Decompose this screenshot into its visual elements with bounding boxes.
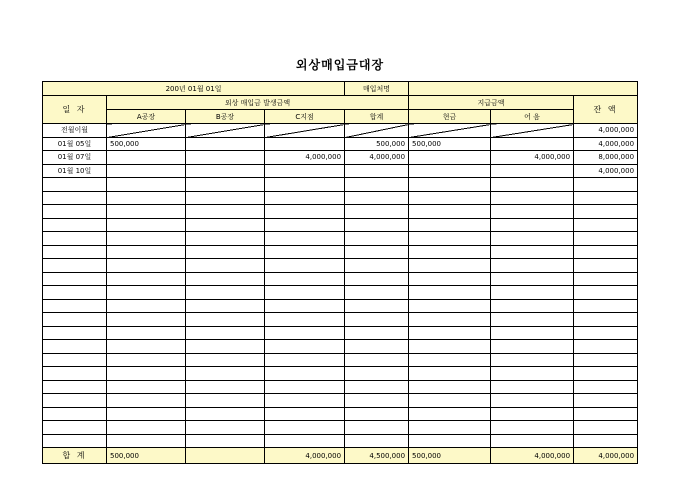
col-branch-c: C지점 (265, 110, 345, 124)
empty-cell[interactable] (186, 178, 265, 192)
row-note[interactable] (491, 137, 574, 151)
empty-cell[interactable] (186, 205, 265, 219)
empty-cell[interactable] (409, 232, 491, 246)
row-cash[interactable] (409, 124, 491, 138)
empty-cell[interactable] (574, 178, 638, 192)
empty-ledger-row (43, 272, 638, 286)
total-note: 4,000,000 (491, 448, 574, 464)
empty-cell[interactable] (409, 259, 491, 273)
empty-ledger-row (43, 205, 638, 219)
empty-cell[interactable] (107, 245, 186, 259)
total-balance: 4,000,000 (574, 448, 638, 464)
empty-cell[interactable] (409, 205, 491, 219)
empty-cell[interactable] (574, 272, 638, 286)
empty-cell[interactable] (345, 434, 409, 448)
empty-cell[interactable] (574, 407, 638, 421)
empty-cell[interactable] (574, 380, 638, 394)
empty-cell[interactable] (43, 313, 107, 327)
empty-cell[interactable] (265, 313, 345, 327)
empty-cell[interactable] (43, 218, 107, 232)
column-sub-row (43, 110, 638, 124)
ledger-title: 외상매입금대장 (295, 58, 385, 72)
row-note[interactable]: 4,000,000 (491, 151, 574, 165)
empty-cell[interactable] (345, 286, 409, 300)
empty-cell[interactable] (107, 394, 186, 408)
empty-ledger-row (43, 434, 638, 448)
ledger-table (42, 81, 638, 464)
ledger-row (43, 151, 638, 165)
empty-cell[interactable] (107, 367, 186, 381)
empty-cell[interactable] (491, 218, 574, 232)
empty-cell[interactable] (491, 340, 574, 354)
empty-ledger-row (43, 326, 638, 340)
empty-cell[interactable] (107, 421, 186, 435)
col-subtotal: 합계 (345, 110, 409, 124)
empty-cell[interactable] (186, 259, 265, 273)
empty-ledger-row (43, 178, 638, 192)
empty-cell[interactable] (43, 367, 107, 381)
col-incurred-group: 외상 매입금 발생금액 (107, 96, 409, 110)
empty-cell[interactable] (491, 394, 574, 408)
empty-cell[interactable] (265, 353, 345, 367)
empty-cell[interactable] (574, 191, 638, 205)
empty-cell[interactable] (574, 434, 638, 448)
row-note[interactable] (491, 124, 574, 138)
row-subtotal[interactable]: 4,000,000 (345, 151, 409, 165)
row-subtotal[interactable] (345, 124, 409, 138)
empty-cell[interactable] (186, 394, 265, 408)
empty-cell[interactable] (265, 232, 345, 246)
empty-cell[interactable] (107, 340, 186, 354)
empty-cell[interactable] (345, 326, 409, 340)
empty-cell[interactable] (43, 272, 107, 286)
row-factory-a[interactable] (107, 151, 186, 165)
empty-cell[interactable] (186, 245, 265, 259)
row-factory-b[interactable] (186, 137, 265, 151)
empty-cell[interactable] (107, 272, 186, 286)
row-factory-b[interactable] (186, 124, 265, 138)
empty-cell[interactable] (345, 178, 409, 192)
empty-cell[interactable] (43, 394, 107, 408)
empty-cell[interactable] (265, 367, 345, 381)
empty-cell[interactable] (491, 380, 574, 394)
empty-ledger-row (43, 353, 638, 367)
empty-ledger-row (43, 286, 638, 300)
empty-cell[interactable] (409, 313, 491, 327)
total-cash: 500,000 (409, 448, 491, 464)
row-factory-a[interactable] (107, 164, 186, 178)
empty-cell[interactable] (491, 272, 574, 286)
empty-cell[interactable] (43, 326, 107, 340)
empty-cell[interactable] (43, 407, 107, 421)
row-date[interactable]: 01월 10일 (43, 164, 107, 178)
empty-cell[interactable] (107, 326, 186, 340)
vendor-value[interactable] (409, 82, 638, 96)
empty-cell[interactable] (409, 286, 491, 300)
col-note: 어 음 (491, 110, 574, 124)
empty-cell[interactable] (186, 286, 265, 300)
empty-cell[interactable] (409, 367, 491, 381)
empty-cell[interactable] (491, 205, 574, 219)
empty-cell[interactable] (186, 380, 265, 394)
empty-cell[interactable] (43, 380, 107, 394)
empty-cell[interactable] (409, 421, 491, 435)
row-factory-b[interactable] (186, 151, 265, 165)
empty-cell[interactable] (107, 353, 186, 367)
empty-cell[interactable] (345, 313, 409, 327)
empty-cell[interactable] (345, 245, 409, 259)
empty-cell[interactable] (186, 326, 265, 340)
empty-cell[interactable] (43, 286, 107, 300)
empty-cell[interactable] (409, 326, 491, 340)
empty-cell[interactable] (107, 313, 186, 327)
row-balance[interactable]: 4,000,000 (574, 124, 638, 138)
empty-cell[interactable] (43, 340, 107, 354)
empty-cell[interactable] (186, 218, 265, 232)
col-factory-a: A공장 (107, 110, 186, 124)
empty-cell[interactable] (345, 259, 409, 273)
empty-cell[interactable] (265, 286, 345, 300)
row-cash[interactable]: 500,000 (409, 137, 491, 151)
empty-ledger-row (43, 245, 638, 259)
empty-cell[interactable] (107, 178, 186, 192)
empty-cell[interactable] (186, 407, 265, 421)
empty-cell[interactable] (43, 191, 107, 205)
empty-cell[interactable] (107, 191, 186, 205)
empty-cell[interactable] (345, 232, 409, 246)
empty-cell[interactable] (409, 218, 491, 232)
row-branch-c[interactable] (265, 137, 345, 151)
row-cash[interactable] (409, 151, 491, 165)
empty-cell[interactable] (265, 205, 345, 219)
empty-cell[interactable] (345, 421, 409, 435)
totals-row (43, 448, 638, 464)
row-balance[interactable]: 4,000,000 (574, 164, 638, 178)
empty-cell[interactable] (265, 340, 345, 354)
empty-cell[interactable] (574, 205, 638, 219)
empty-cell[interactable] (491, 259, 574, 273)
empty-cell[interactable] (43, 245, 107, 259)
empty-cell[interactable] (107, 299, 186, 313)
col-factory-b: B공장 (186, 110, 265, 124)
empty-cell[interactable] (491, 434, 574, 448)
empty-cell[interactable] (491, 421, 574, 435)
empty-cell[interactable] (265, 218, 345, 232)
empty-cell[interactable] (574, 218, 638, 232)
empty-cell[interactable] (186, 421, 265, 435)
empty-cell[interactable] (43, 178, 107, 192)
empty-cell[interactable] (265, 191, 345, 205)
empty-cell[interactable] (574, 299, 638, 313)
row-factory-a[interactable] (107, 124, 186, 138)
empty-cell[interactable] (491, 353, 574, 367)
empty-cell[interactable] (574, 340, 638, 354)
empty-ledger-row (43, 218, 638, 232)
empty-cell[interactable] (265, 272, 345, 286)
empty-cell[interactable] (409, 272, 491, 286)
empty-cell[interactable] (574, 353, 638, 367)
empty-cell[interactable] (574, 259, 638, 273)
empty-cell[interactable] (345, 367, 409, 381)
empty-cell[interactable] (186, 191, 265, 205)
empty-cell[interactable] (107, 380, 186, 394)
row-branch-c[interactable] (265, 164, 345, 178)
empty-cell[interactable] (345, 407, 409, 421)
empty-cell[interactable] (409, 394, 491, 408)
empty-cell[interactable] (409, 407, 491, 421)
empty-ledger-row (43, 232, 638, 246)
ledger-row (43, 164, 638, 178)
col-payment-group: 지급금액 (409, 96, 574, 110)
empty-cell[interactable] (265, 394, 345, 408)
empty-cell[interactable] (265, 421, 345, 435)
row-subtotal[interactable] (345, 164, 409, 178)
empty-ledger-row (43, 394, 638, 408)
vendor-label: 매입처명 (345, 82, 409, 96)
col-cash: 현금 (409, 110, 491, 124)
row-cash[interactable] (409, 164, 491, 178)
empty-cell[interactable] (345, 394, 409, 408)
row-note[interactable] (491, 164, 574, 178)
row-date[interactable]: 01월 07일 (43, 151, 107, 165)
empty-cell[interactable] (265, 299, 345, 313)
row-factory-a[interactable]: 500,000 (107, 137, 186, 151)
empty-cell[interactable] (107, 434, 186, 448)
empty-cell[interactable] (491, 367, 574, 381)
empty-cell[interactable] (409, 178, 491, 192)
empty-cell[interactable] (574, 313, 638, 327)
empty-cell[interactable] (107, 407, 186, 421)
empty-cell[interactable] (43, 421, 107, 435)
row-date[interactable]: 전월이월 (43, 124, 107, 138)
header-info-row (43, 82, 638, 96)
ledger-row (43, 124, 638, 138)
empty-cell[interactable] (107, 259, 186, 273)
empty-cell[interactable] (186, 340, 265, 354)
empty-cell[interactable] (491, 286, 574, 300)
empty-cell[interactable] (491, 313, 574, 327)
row-branch-c[interactable]: 4,000,000 (265, 151, 345, 165)
row-subtotal[interactable]: 500,000 (345, 137, 409, 151)
empty-cell[interactable] (574, 286, 638, 300)
empty-cell[interactable] (491, 326, 574, 340)
empty-cell[interactable] (491, 191, 574, 205)
empty-cell[interactable] (345, 191, 409, 205)
empty-cell[interactable] (186, 232, 265, 246)
empty-ledger-row (43, 367, 638, 381)
empty-cell[interactable] (186, 367, 265, 381)
empty-cell[interactable] (491, 232, 574, 246)
empty-cell[interactable] (43, 232, 107, 246)
empty-cell[interactable] (574, 421, 638, 435)
empty-ledger-row (43, 259, 638, 273)
empty-cell[interactable] (345, 218, 409, 232)
empty-cell[interactable] (186, 313, 265, 327)
total-factory-b (186, 448, 265, 464)
empty-cell[interactable] (491, 245, 574, 259)
empty-ledger-row (43, 299, 638, 313)
empty-cell[interactable] (265, 178, 345, 192)
empty-cell[interactable] (409, 245, 491, 259)
totals-label: 합 계 (43, 448, 107, 464)
ledger-date: 200년 01월 01일 (43, 82, 345, 96)
empty-cell[interactable] (186, 434, 265, 448)
row-date[interactable]: 01월 05일 (43, 137, 107, 151)
empty-cell[interactable] (43, 353, 107, 367)
empty-cell[interactable] (345, 205, 409, 219)
empty-cell[interactable] (409, 340, 491, 354)
empty-cell[interactable] (409, 434, 491, 448)
empty-cell[interactable] (265, 407, 345, 421)
empty-cell[interactable] (107, 205, 186, 219)
empty-ledger-row (43, 421, 638, 435)
empty-cell[interactable] (265, 245, 345, 259)
empty-cell[interactable] (409, 191, 491, 205)
empty-ledger-row (43, 380, 638, 394)
empty-cell[interactable] (43, 205, 107, 219)
col-date: 일 자 (43, 96, 107, 124)
empty-cell[interactable] (574, 326, 638, 340)
empty-ledger-row (43, 340, 638, 354)
empty-cell[interactable] (107, 218, 186, 232)
empty-ledger-row (43, 407, 638, 421)
row-factory-b[interactable] (186, 164, 265, 178)
empty-cell[interactable] (574, 232, 638, 246)
empty-cell[interactable] (345, 380, 409, 394)
row-branch-c[interactable] (265, 124, 345, 138)
empty-cell[interactable] (409, 380, 491, 394)
total-subtotal: 4,500,000 (345, 448, 409, 464)
empty-cell[interactable] (574, 367, 638, 381)
empty-ledger-row (43, 313, 638, 327)
empty-cell[interactable] (265, 434, 345, 448)
empty-cell[interactable] (491, 299, 574, 313)
empty-cell[interactable] (574, 245, 638, 259)
row-balance[interactable]: 8,000,000 (574, 151, 638, 165)
empty-cell[interactable] (107, 286, 186, 300)
total-factory-a: 500,000 (107, 448, 186, 464)
empty-ledger-row (43, 191, 638, 205)
empty-cell[interactable] (345, 340, 409, 354)
empty-cell[interactable] (345, 299, 409, 313)
empty-cell[interactable] (345, 272, 409, 286)
empty-cell[interactable] (265, 326, 345, 340)
total-branch-c: 4,000,000 (265, 448, 345, 464)
empty-cell[interactable] (43, 434, 107, 448)
empty-cell[interactable] (43, 299, 107, 313)
row-balance[interactable]: 4,000,000 (574, 137, 638, 151)
column-group-row (43, 96, 638, 110)
empty-cell[interactable] (107, 232, 186, 246)
empty-cell[interactable] (491, 407, 574, 421)
empty-cell[interactable] (574, 394, 638, 408)
empty-cell[interactable] (265, 380, 345, 394)
empty-cell[interactable] (345, 353, 409, 367)
ledger-row (43, 137, 638, 151)
empty-cell[interactable] (43, 259, 107, 273)
empty-cell[interactable] (409, 353, 491, 367)
empty-cell[interactable] (265, 259, 345, 273)
empty-cell[interactable] (409, 299, 491, 313)
empty-cell[interactable] (186, 272, 265, 286)
empty-cell[interactable] (491, 178, 574, 192)
empty-cell[interactable] (186, 299, 265, 313)
empty-cell[interactable] (186, 353, 265, 367)
col-balance: 잔 액 (574, 96, 638, 124)
